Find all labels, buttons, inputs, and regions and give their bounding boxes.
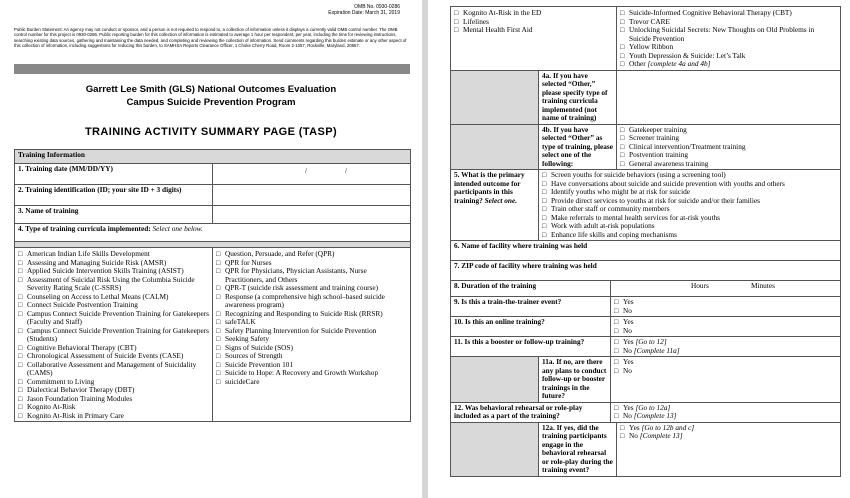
curricula-column-right [213,248,411,422]
q12a-no-label: No [629,431,638,440]
q7-label: 7. ZIP code of facility where training was held [451,261,841,281]
other-note: [complete 4a and 4b] [647,59,711,68]
omb-number: OMB No. 0930-0286 [354,4,400,10]
q5-checkbox-option-label: Make referrals to mental health services for at-risk youths [551,212,720,222]
q12-yes-label: Yes [623,402,634,412]
q9-options [611,297,841,317]
q8-field[interactable] [611,281,841,297]
section-header: Training Information [15,150,411,164]
curriculum-checkbox-option[interactable] [620,26,837,43]
curriculum-checkbox-option-label: Campus Connect Suicide Prevention Training for Gatekeepers (Students) [27,325,209,343]
q4a-label: 4a. If you have selected “Other,” please specify type of training curricula implemented (not name of training) [539,70,617,124]
q11a-yes-checkbox[interactable] [614,358,837,367]
hours-label: Hours [691,281,709,290]
q5-checkbox-option[interactable] [542,231,837,240]
q3-label: 3. Name of training [15,206,213,224]
curriculum-checkbox-option-label: American Indian Life Skills Development [27,249,150,258]
q9-yes-checkbox[interactable] [614,298,837,307]
curricula-column-right [617,7,841,71]
q5-options [539,170,841,241]
q11-label: 11. Is this a booster or follow-up training? [451,337,611,357]
curriculum-checkbox-option[interactable] [216,293,407,310]
q12-label: 12. Was behavioral rehearsal or role-play included as a part of the training? [451,402,611,422]
curricula-column-left [451,7,617,71]
q12a-no-checkbox[interactable] [620,432,837,441]
q3-field[interactable] [213,206,411,224]
date-slash: / [345,166,348,175]
q9-label: 9. Is this a train-the-trainer event? [451,297,611,317]
q6-label: 6. Name of facility where training was held [451,241,841,261]
q4b-checkbox-option[interactable] [620,160,837,169]
curriculum-checkbox-option[interactable] [216,267,407,284]
q11a-gutter [451,357,539,403]
q5-text: 5. What is the primary intended outcome for participants in this training? [454,170,525,205]
curriculum-checkbox-option[interactable] [216,378,407,387]
q9-no-checkbox[interactable] [614,307,837,316]
q12a-label: 12a. If yes, did the training participants engage in the behavioral rehearsal or role-play during the training event? [539,422,617,476]
q11-yes-label: Yes [623,337,634,346]
form-title: TRAINING ACTIVITY SUMMARY PAGE (TASP) [84,126,338,138]
q12a-gutter [451,422,539,476]
curriculum-checkbox-option-label: Suicide-Informed Cognitive Behavioral Therapy (CBT) [629,8,792,17]
q11-no-checkbox[interactable] [614,347,837,356]
minutes-label: Minutes [751,281,775,290]
curriculum-checkbox-option-label: Assessment of Suicidal Risk Using the Columbia Suicide Severity Rating Scale (C-SSRS) [27,274,195,292]
q4a-field[interactable] [617,70,841,124]
q12-options [611,402,841,422]
q12a-no-note: [Complete 13] [639,431,683,440]
q5-checkbox-option-label: Identify youths who might be at risk for suicide [551,187,691,196]
q4b-gutter [451,124,539,170]
curriculum-checkbox-option-label: Dialectical Behavior Therapy (DBT) [27,385,135,394]
q8-label: 8. Duration of the training [451,281,611,297]
q12a-yes-label: Yes [629,422,640,432]
curriculum-checkbox-option-label: Signs of Suicide (SOS) [225,342,293,352]
form-page-2 [428,0,850,498]
curriculum-checkbox-option-label: Counseling on Access to Lethal Means (CALM) [27,291,169,301]
curriculum-checkbox-option-label: Assessing and Managing Suicide Risk (AMSR) [27,257,167,267]
omb-expiration: Expiration Date: March 31, 2019 [328,10,400,16]
program-title: Garrett Lee Smith (GLS) National Outcomes Evaluation [85,84,337,95]
curriculum-checkbox-option[interactable] [454,26,613,35]
curriculum-checkbox-option-label: Youth Depression & Suicide: Let’s Talk [629,50,746,60]
curriculum-checkbox-option-label: Unlocking Suicidal Secrets: New Thoughts on Old Problems in Suicide Prevention [629,25,815,43]
q4b-checkbox-option-label: General awareness training [629,158,709,168]
q4b-checkbox-option-label: Clinical intervention/Treatment training [629,141,746,151]
q9-yes-label: Yes [623,297,634,306]
curriculum-checkbox-option-label: Chronological Assessment of Suicide Events (CASE) [27,351,184,360]
divider-bar [14,64,410,74]
q4a-gutter [451,70,539,124]
q4-hint: Select one below. [152,224,203,233]
q4b-checkbox-option-label: Gatekeeper training [629,124,687,134]
q12-no-note: [Complete 13] [633,411,677,420]
curriculum-checkbox-option-label: Kognito At-Risk [27,402,76,411]
q12-no-label: No [623,411,632,420]
curriculum-checkbox-option-label: Recognizing and Responding to Suicide Risk (RRSR) [225,308,383,318]
curriculum-checkbox-option-label: Collaborative Assessment and Management of Suicidality (CAMS) [27,359,197,377]
q4b-checkbox-option-label: Screener training [629,133,680,142]
q10-options [611,317,841,337]
curriculum-checkbox-option-label: QPR for Physicians, Physician Assistants, Nurse Practitioners, and Others [225,266,367,284]
q4b-checkbox-option-label: Postvention training [629,150,689,159]
curriculum-checkbox-option-label: Safety Planning Intervention for Suicide Prevention [225,325,377,335]
q2-label: 2. Training identification (ID; your site ID + 3 digits) [15,185,213,206]
q11-no-label: No [623,345,632,355]
curriculum-checkbox-option-label: Seeking Safety [225,334,269,343]
q5-checkbox-option-label: Have conversations about suicide and suicide prevention with youths and others [551,178,785,188]
q4-label [15,224,411,242]
program-subtitle: Campus Suicide Prevention Program [126,97,296,108]
curricula-column-left [15,248,213,422]
q11a-no-checkbox[interactable] [614,367,837,376]
other-label: Other [629,59,646,68]
curriculum-checkbox-option[interactable] [18,276,209,293]
curriculum-checkbox-option-label: Trevor CARE [629,16,670,26]
curriculum-checkbox-option-label: Jason Foundation Training Modules [27,393,133,403]
q11a-label: 11a. If no, are there any plans to conduct follow-up or booster trainings in the future? [539,357,611,403]
q5-hint: Select one. [484,195,518,205]
curriculum-checkbox-option[interactable] [18,412,209,421]
omb-block [328,4,400,16]
curriculum-checkbox-option-label: Lifelines [463,16,489,26]
curriculum-checkbox-option-label: Response (a comprehensive high school–based suicide awareness program) [225,291,385,309]
q5-checkbox-option-label: Provide direct services to youths at risk for suicide and/or their families [551,195,760,205]
curriculum-checkbox-option-label: Question, Persuade, and Refer (QPR) [225,249,335,258]
curriculum-checkbox-option-label: Connect Suicide Postvention Training [27,300,138,309]
q11a-options [611,357,841,403]
training-info-table [14,149,411,422]
q5-checkbox-option-label: Train other staff or community members [551,204,670,213]
curriculum-checkbox-option-label: Campus Connect Suicide Prevention Training for Gatekeepers (Faculty and Staff) [27,308,209,326]
curriculum-checkbox-option-label: Sources of Strength [225,351,283,360]
q12-yes-note: [Go to 12a] [635,402,671,412]
q11-options [611,337,841,357]
q5-checkbox-option-label: Screen youths for suicide behaviors (using a screening tool) [551,170,726,179]
q11-yes-note: [Go to 12] [635,337,667,346]
curriculum-checkbox-option-label: Suicide to Hope: A Recovery and Growth Workshop [225,368,379,377]
q1-label: 1. Training date (MM/DD/YY) [15,164,213,185]
burden-statement: Public Burden Statement: An agency may not conduct or sponsor, and a person is not required to respond to, a collection of information unless it displays a currently valid OMB control number. The OMB control number for this project is 0930-0286. Public reporting burden for this collection of information is estimated to average 1 hour per respondent, per year, including the time for reviewing instructions, searching existing data sources, gathering and maintaining the data needed, and completing and reviewing the collection of information. Send comments regarding this burden estimate or any other aspect of this collection of information, including suggestions for reducing this burden, to SAMHSA Reports Clearance Officer, 1 Choke Cherry Road, Room 2-1057, Rockville, Maryland, 20857. [14,27,407,48]
q10-no-checkbox[interactable] [614,327,837,336]
q11a-yes-label: Yes [623,357,634,366]
q5-checkbox-option-label: Enhance life skills and coping mechanisms [551,229,677,239]
curriculum-checkbox-option[interactable] [18,327,209,344]
q11-no-note: [Complete 11a] [633,345,680,355]
curriculum-checkbox-option-label: Kognito At-Risk in the ED [463,8,542,17]
q5-label [451,170,539,241]
curriculum-checkbox-option-label: Yellow Ribbon [629,42,674,51]
curriculum-checkbox-option-label: Kognito At-Risk in Primary Care [27,410,124,420]
curriculum-checkbox-option-label: Suicide Prevention 101 [225,359,294,369]
checkbox-option-other[interactable] [620,60,837,69]
form-page-1 [0,0,422,498]
q10-yes-label: Yes [623,317,634,326]
q12a-yes-note: [Go to 12b and c] [641,422,695,432]
date-slash: / [305,166,308,175]
q4-text: 4. Type of training curricula implemented: [18,224,151,233]
curriculum-checkbox-option-label: safeTALK [225,317,256,326]
q1-field[interactable] [213,164,411,185]
q10-no-label: No [623,325,632,335]
q4b-options [617,124,841,170]
curriculum-checkbox-option-label: Mental Health First Aid [463,25,533,34]
q4b-label: 4b. If you have selected “Other” as type of training, please select one of the following: [539,124,617,170]
q12-no-checkbox[interactable] [614,412,837,421]
curriculum-checkbox-option-label: QPR-T (suicide risk assessment and training course) [225,283,379,292]
q5-checkbox-option-label: Work with adult at-risk populations [551,221,655,230]
q12a-options [617,422,841,476]
curriculum-checkbox-option-label: Cognitive Behavioral Therapy (CBT) [27,342,137,352]
training-details-table [450,6,841,477]
curriculum-checkbox-option-label: Commitment to Living [27,376,95,386]
curriculum-checkbox-option[interactable] [18,361,209,378]
curriculum-checkbox-option-label: Applied Suicide Intervention Skills Training (ASIST) [27,266,184,275]
q9-no-label: No [623,305,632,315]
curriculum-checkbox-option-label: suicideCare [225,376,260,386]
curriculum-checkbox-option[interactable] [18,310,209,327]
q10-label: 10. Is this an online training? [451,317,611,337]
curriculum-checkbox-option-label: QPR for Nurses [225,257,272,267]
q11a-no-label: No [623,365,632,375]
q10-yes-checkbox[interactable] [614,318,837,327]
q2-field[interactable] [213,185,411,206]
